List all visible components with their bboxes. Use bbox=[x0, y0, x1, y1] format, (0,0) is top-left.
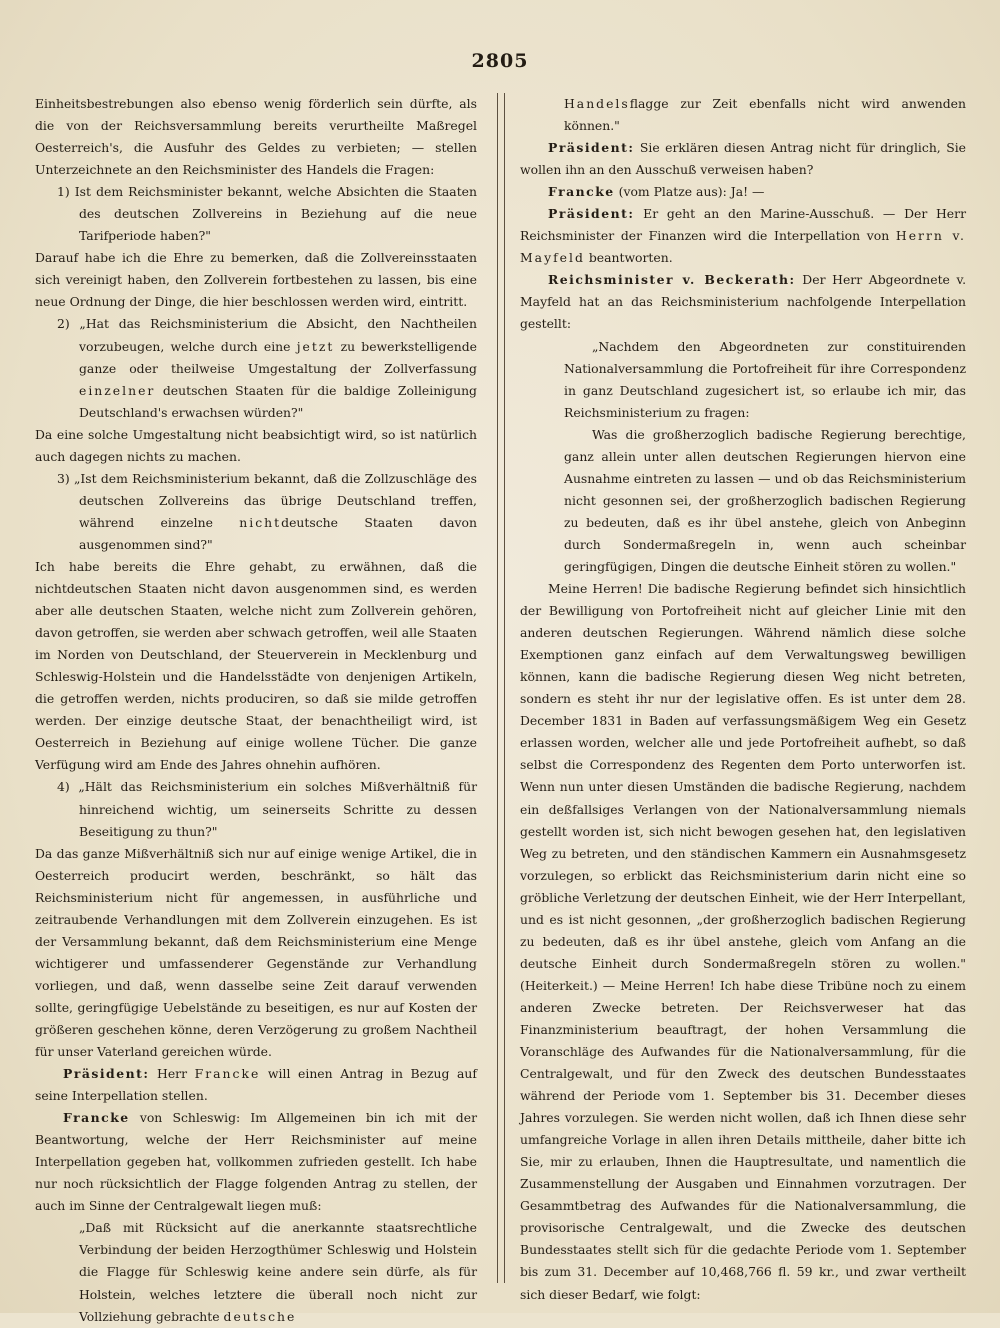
minister-statement: Reichsminister v. Beckerath: Der Herr Abgeordnete v. Mayfeld hat an das Reichsministerium nachfolgende Interpellation gestellt: bbox=[520, 272, 967, 332]
speaker-name: Francke bbox=[548, 184, 615, 200]
francke-reply: Francke (vom Platze aus): Ja! — bbox=[548, 184, 765, 200]
question-3: 3) „Ist dem Reichsministerium bekannt, daß die Zollzuschläge des deutschen Zollvereins das übrige Deutschland treffen, während einzelne nichtdeutsche Staaten davon ausgenommen sind?" bbox=[57, 470, 477, 552]
speaker-name: Francke bbox=[63, 1110, 130, 1126]
speaker-name: Präsident: bbox=[548, 206, 635, 222]
minister-answer: Meine Herren! Die badische Regierung befindet sich hinsichtlich der Bewilligung von Portofreiheit nicht auf gleicher Linie mit den anderen deutschen Regierungen. Während nämlich diese solche Exemptionen ganz einfach auf dem Verwaltungsweg bewilligen können, kann die badische Regierung diesen Weg nicht betreten, sondern es steht ihr nur der legislative offen. Es ist unter dem 28. December 1831 in Baden auf verfassungsmäßigem Weg ein Gesetz erlassen worden, welcher alle und jede Portofreiheit aufhebt, so daß selbst die Correspondenz des Regenten dem Porto unterworfen ist. Wenn nun unter diesen Umständen die badische Regierung, nachdem ein deßfallsiges Verlangen von der Nationalversammlung niemals gestellt worden ist, sich nicht bewogen gesehen hat, den legislativen Weg zu betreten, und den ständischen Kammern ein Ausnahmsgesetz vorzulegen, so erblickt das Reichsministerium darin nicht eine so gröbliche Verletzung der deutschen Einheit, wie der Herr Interpellant, und es ist nicht gesonnen, „der großherzoglich badischen Regierung zu bedeuten, daß es ihr übel anstehe, gleich vom Anfang an die deutsche Einheit durch Sondermaßregeln stören zu wollen." (Heiterkeit.) — Meine Herren! Ich habe diese Tribüne noch zu einem anderen Zwecke betreten. Der Reichsverweser hat das Finanzministerium beauftragt, der hohen Versammlung die Voranschläge des Aufwandes für die Nationalversammlung, für die Centralgewalt, und für den Zweck des deutschen Bundesstaates während der Periode vom 1. September bis 31. December dieses Jahres vorzulegen. Sie werden nicht wollen, daß ich Ihnen diese sehr umfangreiche Vorlage in allen ihren Details mittheile, daher bitte ich Sie, mir zu erlauben, Ihnen die Hauptresultate, und namentlich die Zusammenstellung der Ausgaben und Einnahmen vorzutragen. Der Gesammtbetrag des Aufwandes für die Nationalversammlung, die provisorische Centralgewalt, und die Zwecke des deutschen Bundesstaates stellt sich für die gedachte Periode vom 1. September bis zum 31. December auf 10,468,766 fl. 59 kr., und zwar vertheilt sich dieser Bedarf, wie folgt: bbox=[520, 581, 966, 1302]
answer-4: Da das ganze Mißverhältniß sich nur auf einige wenige Artikel, die in Oesterreich producirt werden, beschränkt, so hält das Reichsministerium nicht für angemessen, in ausführliche und zeitraubende Verhandlungen mit dem Zollverein einzugehen. Es ist der Versammlung bekannt, daß dem Reichsministerium eine Menge wichtigerer und umfassenderer Gegenstände zur Verhandlung vorliegen, und daß, wenn dasselbe seine Zeit darauf verwenden sollte, geringfügige Uebelstände zu beseitigen, es nur auf Kosten der größeren geschehen könne, deren Verzögerung zu großem Nachtheil für unser Vaterland gereichen würde. bbox=[35, 845, 477, 1060]
motion-quote-continued: Handelsflagge zur Zeit ebenfalls nicht wird anwenden können." bbox=[564, 96, 966, 134]
question-2: 2) „Hat das Reichsministerium die Absicht, den Nachtheilen vorzubeugen, welche durch eine jetzt zu bewerkstelligende ganze oder theilweise Umgestaltung der Zollverfassung einzelner deutschen Staaten für die baldige Zolleinigung Deutschland's erwachsen würden?" bbox=[57, 316, 477, 420]
column-divider bbox=[497, 93, 505, 1283]
president-statement: Präsident: Herr Francke will einen Antrag in Bezug auf seine Interpellation stellen. bbox=[35, 1066, 477, 1104]
paragraph: Einheitsbestrebungen also ebenso wenig förderlich sein dürfte, als die von der Reichsversammlung bereits verurtheilte Maßregel Oesterreich's, die Ausfuhr des Geldes zu verbieten; — stellen Unterzeichnete an den Reichsminister des Handels die Fragen: bbox=[35, 96, 477, 178]
answer-2: Da eine solche Umgestaltung nicht beabsichtigt wird, so ist natürlich auch dagegen nichts zu machen. bbox=[35, 426, 477, 464]
speaker-name: Reichsminister v. Beckerath: bbox=[548, 272, 796, 288]
president-statement: Präsident: Sie erklären diesen Antrag nicht für dringlich, Sie wollen ihn an den Ausschuß verweisen haben? bbox=[520, 140, 966, 178]
right-column bbox=[520, 93, 967, 1302]
interpellation-quote: „Nachdem den Abgeordneten zur constituirenden Nationalversammlung die Portofreiheit für ihre Correspondenz in ganz Deutschland zugesichert ist, so erlaube ich mir, das Reichsministerium zu fragen: bbox=[564, 338, 966, 420]
question-4: 4) „Hält das Reichsministerium ein solches Mißverhältniß für hinreichend wichtig, um seinerseits Schritte zu dessen Beseitigung zu thun?" bbox=[57, 779, 477, 839]
francke-statement: Francke von Schleswig: Im Allgemeinen bin ich mit der Beantwortung, welche der Herr Reichsminister auf meine Interpellation gegeben hat, vollkommen zufrieden gestellt. Ich habe nur noch rücksichtlich der Flagge folgenden Antrag zu stellen, der auch im Sinne der Centralgewalt liegen muß: bbox=[35, 1110, 477, 1214]
left-column bbox=[35, 93, 477, 1324]
question-1: 1) Ist dem Reichsminister bekannt, welche Absichten die Staaten des deutschen Zollvereins in Beziehung auf die neue Tarifperiode haben?" bbox=[57, 184, 477, 244]
president-statement: Präsident: Er geht an den Marine-Ausschuß. — Der Herr Reichsminister der Finanzen wird die Interpellation von Herrn v. Mayfeld beantworten. bbox=[520, 206, 966, 266]
interpellation-quote: Was die großherzoglich badische Regierung berechtige, ganz allein unter allen deutschen Regierungen hiervon eine Ausnahme eintreten zu lassen — und ob das Reichsministerium nicht gesonnen sei, der großherzoglich badischen Regierung zu bedeuten, daß es ihr übel anstehe, gleich von Anbeginn durch Sondermaßregeln in, wenn auch scheinbar geringfügigen, Dingen die deutsche Einheit stören zu wollen." bbox=[564, 426, 966, 574]
answer-3: Ich habe bereits die Ehre gehabt, zu erwähnen, daß die nichtdeutschen Staaten nicht davon ausgenommen sind, es werden aber alle deutschen Staaten, welche nicht zum Zollverein gehören, davon getroffen, sie werden aber schwach getroffen, weil alle Staaten im Norden von Deutschland, der Steuerverein in Mecklenburg und Schleswig-Holstein und die Handelsstädte von denjenigen Artikeln, die getroffen werden, nichts produciren, so daß sie milde getroffen werden. Der einzige deutsche Staat, der benachtheiligt wird, ist Oesterreich in Beziehung auf einige wollene Tücher. Die ganze Verfügung wird am Ende des Jahres ohnehin aufhören. bbox=[35, 558, 477, 773]
speaker-name: Präsident: bbox=[63, 1066, 150, 1082]
answer-1: Darauf habe ich die Ehre zu bemerken, daß die Zollvereinsstaaten sich vereinigt haben, den Zollverein fortbestehen zu lassen, bis eine neue Ordnung der Dinge, die hier beschlossen werden wird, eintritt. bbox=[35, 250, 477, 310]
motion-quote: „Daß mit Rücksicht auf die anerkannte staatsrechtliche Verbindung der beiden Herzogthümer Schleswig und Holstein die Flagge für Schleswig keine andere sein dürfe, als für Holstein, welches letztere die überall noch nicht zur Vollziehung gebrachte deutsche bbox=[79, 1220, 477, 1324]
page-number: 2805 bbox=[471, 50, 529, 72]
speaker-name: Präsident: bbox=[548, 140, 635, 156]
